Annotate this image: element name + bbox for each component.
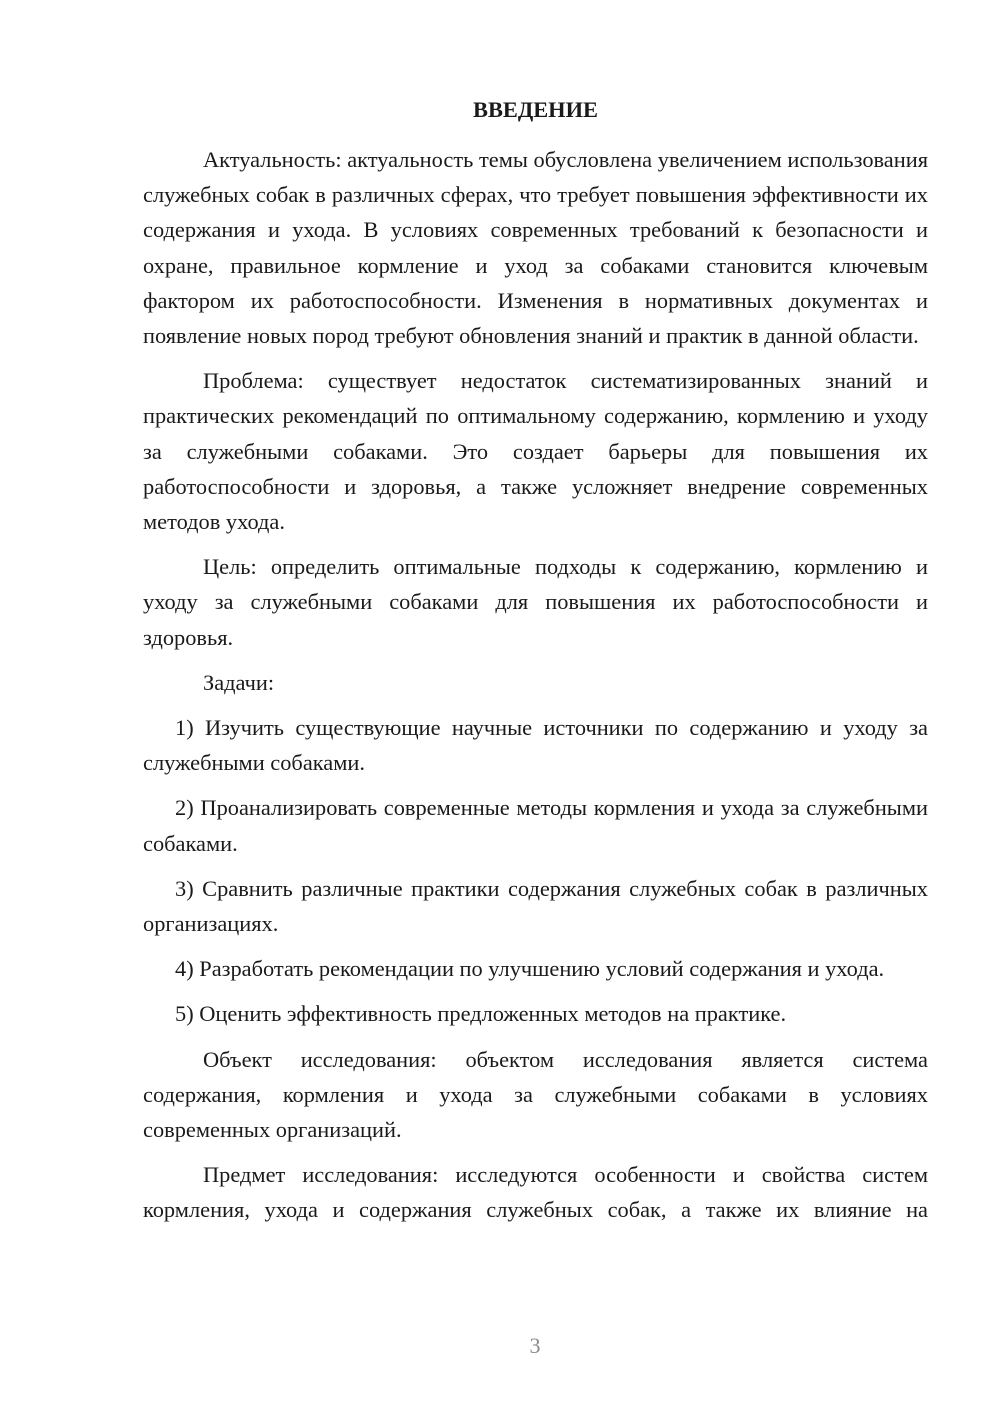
task-item-3: 3) Сравнить различные практики содержания служебных собак в различных организациях. [143, 875, 928, 937]
task-item-1: 1) Изучить существующие научные источники по содержанию и уходу за служебными собаками. [143, 715, 928, 776]
paragraph-relevance: Актуальность: актуальность темы обусловлена увеличением использования служебных собак в различных сферах, что требует повышения эффективности их содержания и ухода. В условиях современных требований к безопасности и охране, правильное кормление и уход за собаками становится ключевым фактором их работоспособности. Изменения в нормативных документах и появление новых пород требуют обновления знаний и практик в данной области. [143, 147, 928, 349]
task-item-5: 5) Оценить эффективность предложенных методов на практике. [175, 1001, 787, 1027]
paragraph-subject: Предмет исследования: исследуются особенности и свойства систем кормления, ухода и содержания служебных собак, а также их влияние на [143, 1162, 928, 1223]
tasks-label: Задачи: [203, 669, 275, 695]
task-item-2: 2) Проанализировать современные методы кормления и ухода за служебными собаками. [143, 795, 928, 856]
page-number: 3 [529, 1333, 541, 1358]
paragraph-goal: Цель: определить оптимальные подходы к содержанию, кормлению и уходу за служебными собаками для повышения их работоспособности и здоровья. [143, 554, 928, 650]
paragraph-problem: Проблема: существует недостаток систематизированных знаний и практических рекомендаций по оптимальному содержанию, кормлению и уходу за служебными собаками. Это создает барьеры для повышения их работоспособности и здоровья, а также усложняет внедрение современных методов ухода. [143, 368, 928, 535]
paragraph-object: Объект исследования: объектом исследования является система содержания, кормления и ухода за служебными собаками в условиях современных организаций. [143, 1046, 928, 1143]
section-title: ВВЕДЕНИЕ [473, 97, 598, 122]
task-item-4: 4) Разработать рекомендации по улучшению условий содержания и ухода. [175, 956, 885, 982]
page-content [143, 92, 928, 1238]
